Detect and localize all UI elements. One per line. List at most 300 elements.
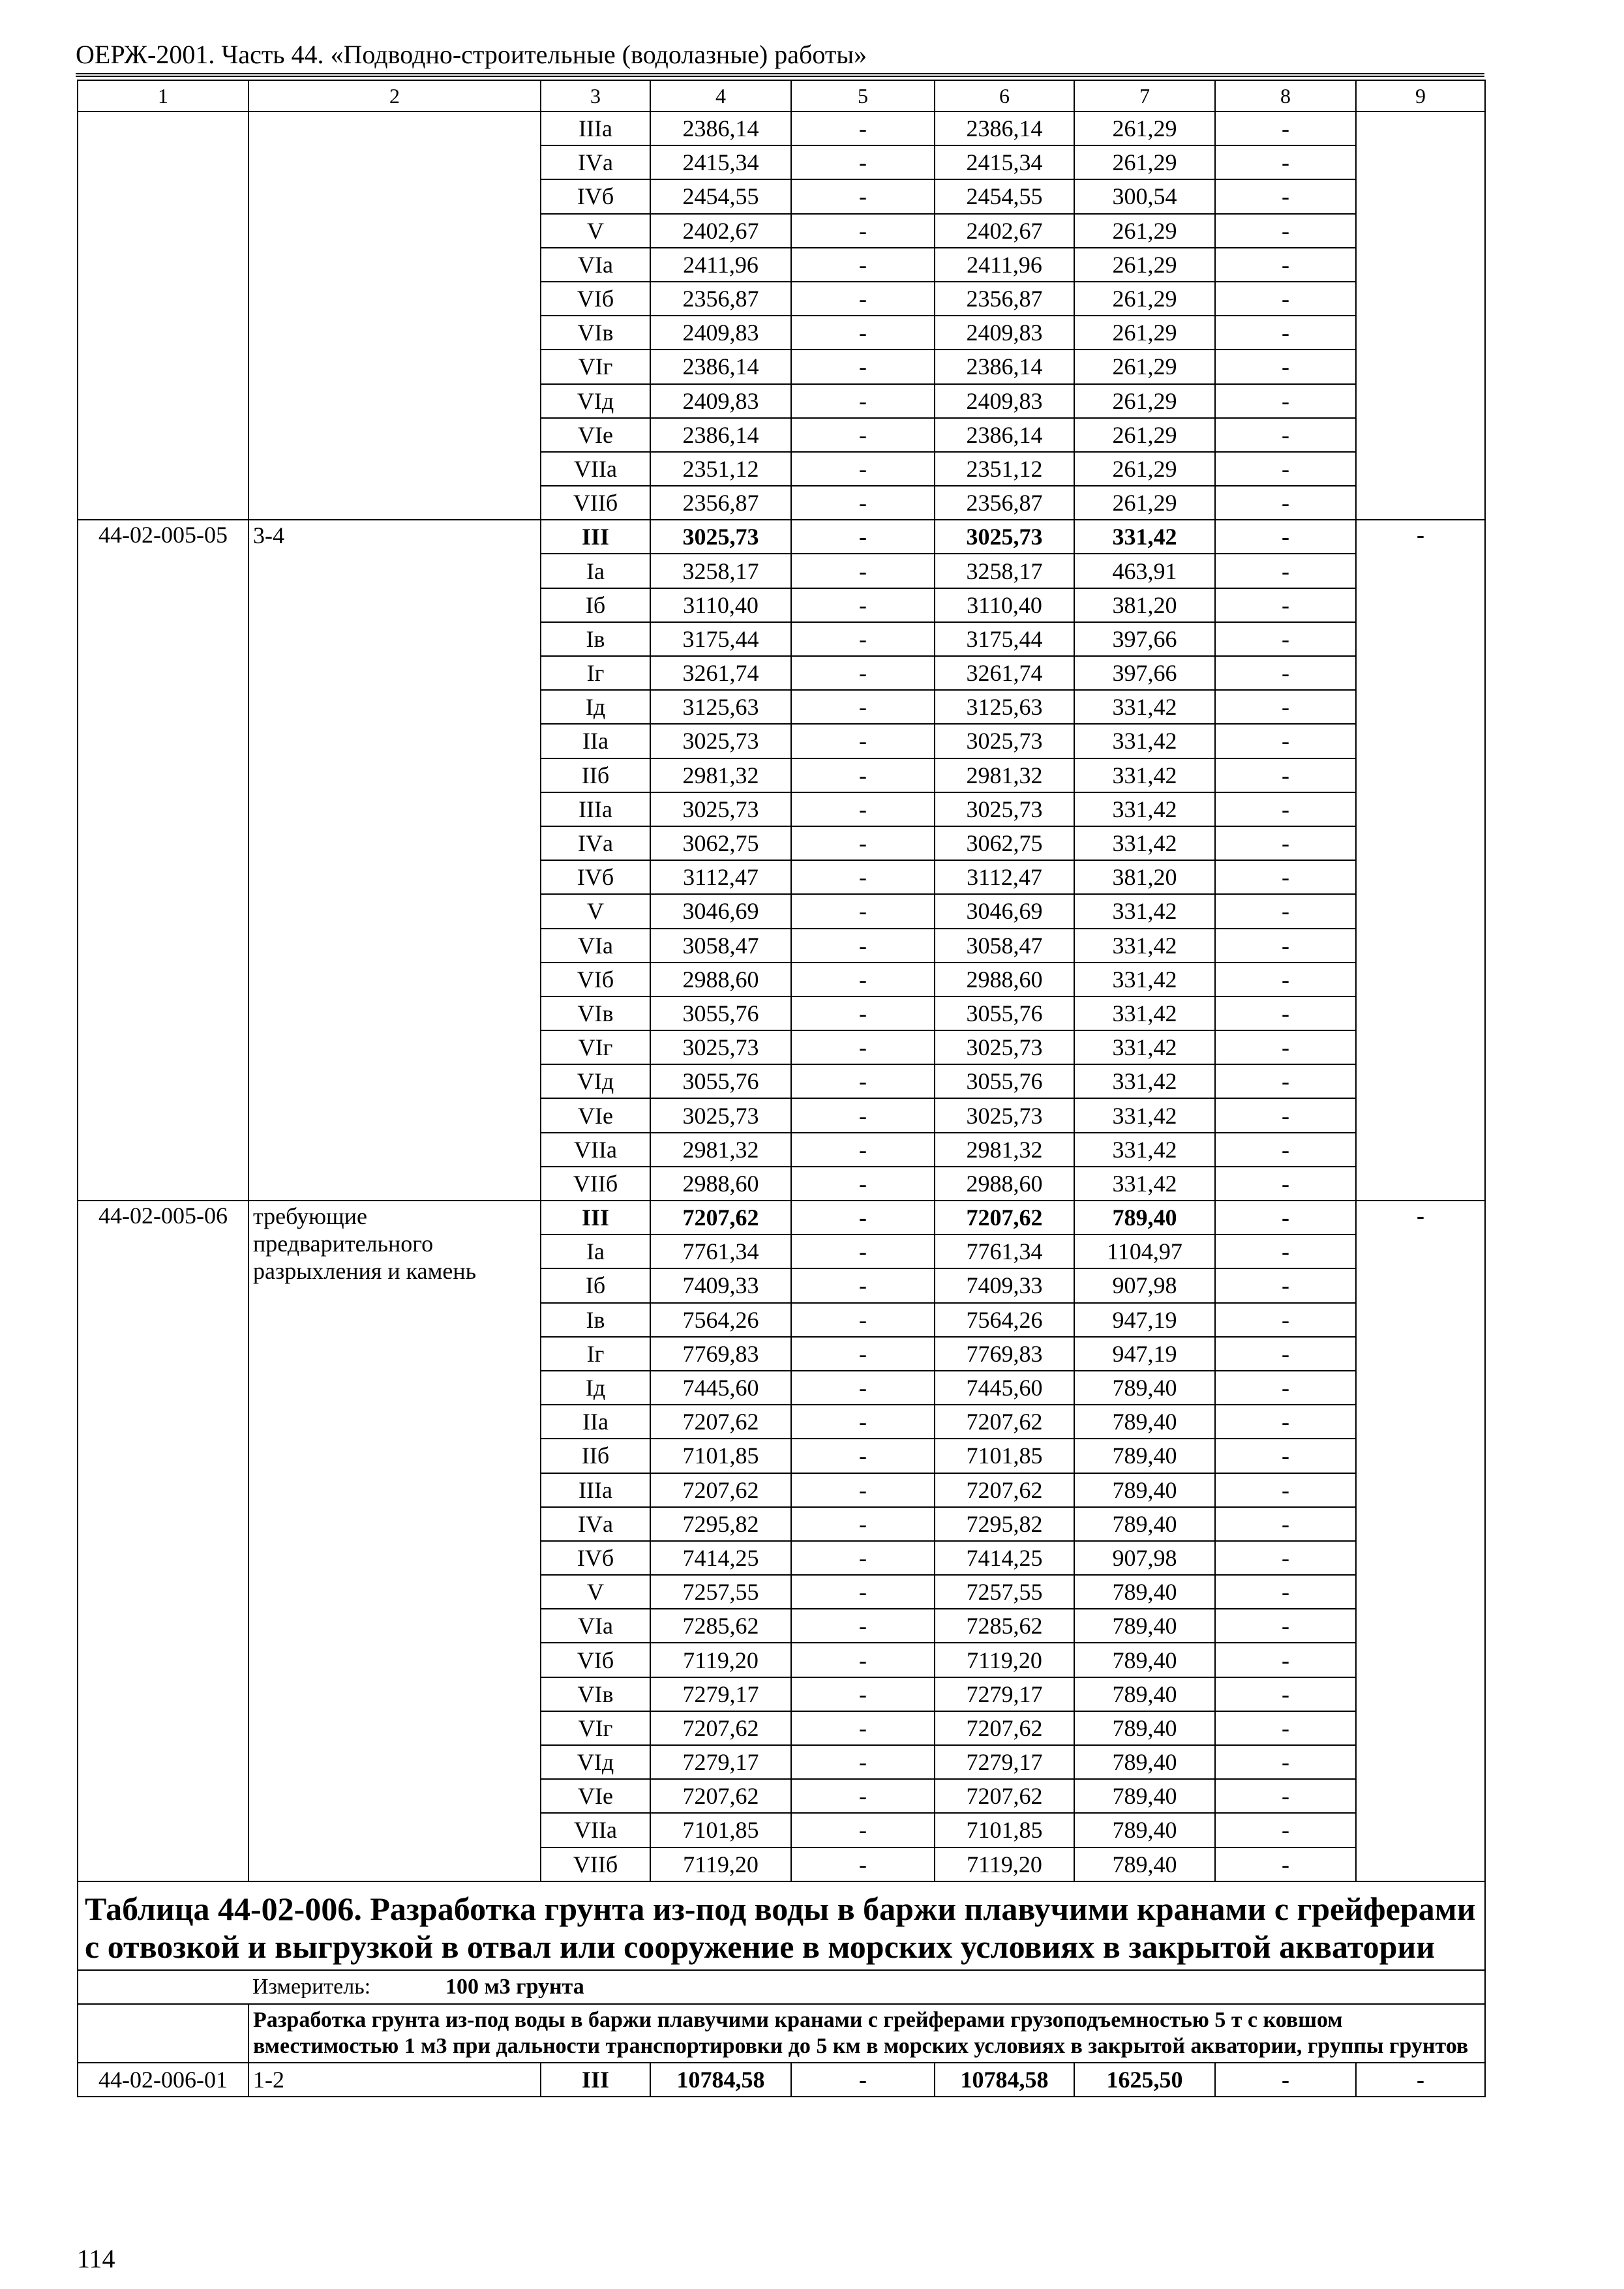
direct-cost-cell: 2351,12 xyxy=(650,452,791,486)
worker-wage-cell: - xyxy=(791,554,935,588)
machine-cost-cell: 2411,96 xyxy=(935,248,1074,282)
soil-group-cell: V xyxy=(541,1575,650,1609)
worker-wage-cell: - xyxy=(791,1234,935,1268)
section-description: Разработка грунта из-под воды в баржи плавучими кранами с грейферами грузоподъемностью 5 т с ковшом вместимостью 1 м3 при дальности транспортировки до 5 км в морских условиях в закрытой акватории, группы грунтов xyxy=(248,2004,1485,2063)
worker-wage-cell: - xyxy=(791,1030,935,1064)
direct-cost-cell: 2988,60 xyxy=(650,963,791,996)
materials-cell: - xyxy=(1215,554,1356,588)
operator-wage-cell: 789,40 xyxy=(1074,1711,1215,1745)
materials-cell: - xyxy=(1215,690,1356,724)
operator-wage-cell: 331,42 xyxy=(1074,1030,1215,1064)
direct-cost-cell: 7279,17 xyxy=(650,1745,791,1779)
materials-cell: - xyxy=(1215,1473,1356,1507)
unit-label: Измеритель: xyxy=(252,1974,371,1999)
soil-group-cell: VIIб xyxy=(541,1167,650,1201)
operator-wage-cell: 789,40 xyxy=(1074,1371,1215,1405)
direct-cost-cell: 3258,17 xyxy=(650,554,791,588)
direct-cost-cell: 2411,96 xyxy=(650,248,791,282)
operator-wage-cell: 789,40 xyxy=(1074,1779,1215,1813)
soil-group-cell: VIб xyxy=(541,963,650,996)
operator-wage-cell: 789,40 xyxy=(1074,1813,1215,1847)
operator-wage-cell: 331,42 xyxy=(1074,963,1215,996)
direct-cost-cell: 2409,83 xyxy=(650,384,791,418)
machine-cost-cell: 2988,60 xyxy=(935,1167,1074,1201)
materials-cell: - xyxy=(1215,452,1356,486)
materials-cell: - xyxy=(1215,1371,1356,1405)
worker-wage-cell: - xyxy=(791,656,935,690)
machine-cost-cell: 10784,58 xyxy=(935,2063,1074,2097)
direct-cost-cell: 3261,74 xyxy=(650,656,791,690)
operator-wage-cell: 789,40 xyxy=(1074,1201,1215,1234)
direct-cost-cell: 3058,47 xyxy=(650,929,791,963)
machine-cost-cell: 7207,62 xyxy=(935,1711,1074,1745)
direct-cost-cell: 2386,14 xyxy=(650,418,791,452)
materials-cell: - xyxy=(1215,214,1356,248)
soil-group-cell: IVб xyxy=(541,860,650,894)
soil-group-cell: VIе xyxy=(541,418,650,452)
worker-wage-cell: - xyxy=(791,588,935,622)
unit-cell xyxy=(248,1970,1485,2004)
worker-wage-cell: - xyxy=(791,1133,935,1167)
operator-wage-cell: 261,29 xyxy=(1074,282,1215,316)
machine-cost-cell: 7295,82 xyxy=(935,1507,1074,1541)
machine-cost-cell: 3046,69 xyxy=(935,894,1074,928)
machine-cost-cell: 3025,73 xyxy=(935,520,1074,554)
machine-cost-cell: 2351,12 xyxy=(935,452,1074,486)
operator-wage-cell: 397,66 xyxy=(1074,622,1215,656)
column-number: 1 xyxy=(78,80,248,112)
equipment-cell: - xyxy=(1356,520,1485,1201)
direct-cost-cell: 7564,26 xyxy=(650,1303,791,1337)
operator-wage-cell: 789,40 xyxy=(1074,1848,1215,1881)
materials-cell: - xyxy=(1215,1643,1356,1677)
machine-cost-cell: 2356,87 xyxy=(935,282,1074,316)
soil-group-cell: Iд xyxy=(541,1371,650,1405)
machine-cost-cell: 7564,26 xyxy=(935,1303,1074,1337)
soil-group-cell: III xyxy=(541,520,650,554)
soil-group-cell: IIб xyxy=(541,758,650,792)
operator-wage-cell: 261,29 xyxy=(1074,418,1215,452)
soil-group-cell: VIб xyxy=(541,1643,650,1677)
soil-group-cell: V xyxy=(541,894,650,928)
column-number: 4 xyxy=(650,80,791,112)
direct-cost-cell: 2386,14 xyxy=(650,350,791,383)
machine-cost-cell: 7119,20 xyxy=(935,1643,1074,1677)
operator-wage-cell: 789,40 xyxy=(1074,1507,1215,1541)
rates-table-body xyxy=(78,80,1485,2097)
page-number: 114 xyxy=(77,2244,115,2273)
worker-wage-cell: - xyxy=(791,860,935,894)
machine-cost-cell: 3025,73 xyxy=(935,1098,1074,1132)
direct-cost-cell: 3125,63 xyxy=(650,690,791,724)
soil-group-cell: VIIа xyxy=(541,1813,650,1847)
worker-wage-cell: - xyxy=(791,1473,935,1507)
machine-cost-cell: 2981,32 xyxy=(935,758,1074,792)
equipment-cell xyxy=(1356,112,1485,520)
machine-cost-cell: 3058,47 xyxy=(935,929,1074,963)
soil-group-cell: VIа xyxy=(541,929,650,963)
machine-cost-cell: 7207,62 xyxy=(935,1473,1074,1507)
materials-cell: - xyxy=(1215,1507,1356,1541)
soil-group-cell: IIIа xyxy=(541,792,650,826)
soil-group-cell: IIIа xyxy=(541,1473,650,1507)
column-number: 8 xyxy=(1215,80,1356,112)
materials-cell: - xyxy=(1215,826,1356,860)
soil-group-cell: Iа xyxy=(541,554,650,588)
soil-group-cell: Iб xyxy=(541,1268,650,1302)
machine-cost-cell: 3055,76 xyxy=(935,996,1074,1030)
worker-wage-cell: - xyxy=(791,452,935,486)
soil-group-cell: IVа xyxy=(541,145,650,179)
worker-wage-cell: - xyxy=(791,248,935,282)
column-number: 5 xyxy=(791,80,935,112)
direct-cost-cell: 7257,55 xyxy=(650,1575,791,1609)
machine-cost-cell: 7119,20 xyxy=(935,1848,1074,1881)
machine-cost-cell: 7761,34 xyxy=(935,1234,1074,1268)
worker-wage-cell: - xyxy=(791,486,935,520)
soil-group-cell: VIа xyxy=(541,1609,650,1643)
materials-cell: - xyxy=(1215,1064,1356,1098)
worker-wage-cell: - xyxy=(791,724,935,758)
machine-cost-cell: 7279,17 xyxy=(935,1745,1074,1779)
soil-group-cell: III xyxy=(541,2063,650,2097)
machine-cost-cell: 3175,44 xyxy=(935,622,1074,656)
column-number: 7 xyxy=(1074,80,1215,112)
operator-wage-cell: 331,42 xyxy=(1074,894,1215,928)
machine-cost-cell: 3258,17 xyxy=(935,554,1074,588)
worker-wage-cell: - xyxy=(791,1575,935,1609)
direct-cost-cell: 10784,58 xyxy=(650,2063,791,2097)
operator-wage-cell: 331,42 xyxy=(1074,996,1215,1030)
machine-cost-cell: 2981,32 xyxy=(935,1133,1074,1167)
worker-wage-cell: - xyxy=(791,1201,935,1234)
machine-cost-cell: 7207,62 xyxy=(935,1779,1074,1813)
direct-cost-cell: 7207,62 xyxy=(650,1779,791,1813)
description-cell: 1-2 xyxy=(248,2063,541,2097)
materials-cell: - xyxy=(1215,2063,1356,2097)
direct-cost-cell: 3025,73 xyxy=(650,520,791,554)
operator-wage-cell: 331,42 xyxy=(1074,1133,1215,1167)
materials-cell: - xyxy=(1215,1711,1356,1745)
soil-group-cell: Iа xyxy=(541,1234,650,1268)
worker-wage-cell: - xyxy=(791,418,935,452)
operator-wage-cell: 331,42 xyxy=(1074,792,1215,826)
operator-wage-cell: 789,40 xyxy=(1074,1745,1215,1779)
machine-cost-cell: 3125,63 xyxy=(935,690,1074,724)
section-description-row xyxy=(78,2004,1485,2063)
unit-row xyxy=(78,1970,1485,2004)
direct-cost-cell: 3055,76 xyxy=(650,996,791,1030)
description-cell: 3-4 xyxy=(248,520,541,1201)
direct-cost-cell: 2402,67 xyxy=(650,214,791,248)
machine-cost-cell: 7409,33 xyxy=(935,1268,1074,1302)
machine-cost-cell: 7207,62 xyxy=(935,1405,1074,1439)
operator-wage-cell: 331,42 xyxy=(1074,826,1215,860)
direct-cost-cell: 2454,55 xyxy=(650,179,791,213)
worker-wage-cell: - xyxy=(791,1711,935,1745)
operator-wage-cell: 789,40 xyxy=(1074,1473,1215,1507)
operator-wage-cell: 331,42 xyxy=(1074,929,1215,963)
direct-cost-cell: 3025,73 xyxy=(650,1098,791,1132)
direct-cost-cell: 2356,87 xyxy=(650,486,791,520)
worker-wage-cell: - xyxy=(791,894,935,928)
code-cell: 44-02-005-06 xyxy=(78,1201,248,1881)
direct-cost-cell: 7119,20 xyxy=(650,1848,791,1881)
materials-cell: - xyxy=(1215,1268,1356,1302)
operator-wage-cell: 789,40 xyxy=(1074,1405,1215,1439)
table-row xyxy=(78,1201,1485,1234)
soil-group-cell: VIв xyxy=(541,996,650,1030)
materials-cell: - xyxy=(1215,1167,1356,1201)
code-cell xyxy=(78,2004,248,2063)
worker-wage-cell: - xyxy=(791,1643,935,1677)
direct-cost-cell: 7101,85 xyxy=(650,1813,791,1847)
operator-wage-cell: 789,40 xyxy=(1074,1643,1215,1677)
worker-wage-cell: - xyxy=(791,1371,935,1405)
materials-cell: - xyxy=(1215,1541,1356,1575)
direct-cost-cell: 2356,87 xyxy=(650,282,791,316)
worker-wage-cell: - xyxy=(791,1439,935,1473)
operator-wage-cell: 789,40 xyxy=(1074,1575,1215,1609)
operator-wage-cell: 381,20 xyxy=(1074,860,1215,894)
operator-wage-cell: 331,42 xyxy=(1074,724,1215,758)
soil-group-cell: IVа xyxy=(541,826,650,860)
materials-cell: - xyxy=(1215,1813,1356,1847)
operator-wage-cell: 261,29 xyxy=(1074,248,1215,282)
machine-cost-cell: 3025,73 xyxy=(935,792,1074,826)
worker-wage-cell: - xyxy=(791,145,935,179)
column-number: 6 xyxy=(935,80,1074,112)
machine-cost-cell: 2402,67 xyxy=(935,214,1074,248)
materials-cell: - xyxy=(1215,1405,1356,1439)
operator-wage-cell: 261,29 xyxy=(1074,384,1215,418)
machine-cost-cell: 7769,83 xyxy=(935,1337,1074,1371)
direct-cost-cell: 3025,73 xyxy=(650,792,791,826)
materials-cell: - xyxy=(1215,1745,1356,1779)
materials-cell: - xyxy=(1215,1234,1356,1268)
materials-cell: - xyxy=(1215,1609,1356,1643)
direct-cost-cell: 7207,62 xyxy=(650,1711,791,1745)
soil-group-cell: VIв xyxy=(541,1677,650,1711)
machine-cost-cell: 7279,17 xyxy=(935,1677,1074,1711)
direct-cost-cell: 2409,83 xyxy=(650,316,791,350)
worker-wage-cell: - xyxy=(791,1268,935,1302)
machine-cost-cell: 2454,55 xyxy=(935,179,1074,213)
soil-group-cell: VIг xyxy=(541,350,650,383)
worker-wage-cell: - xyxy=(791,690,935,724)
materials-cell: - xyxy=(1215,1303,1356,1337)
soil-group-cell: IVа xyxy=(541,1507,650,1541)
direct-cost-cell: 3175,44 xyxy=(650,622,791,656)
materials-cell: - xyxy=(1215,1439,1356,1473)
machine-cost-cell: 3025,73 xyxy=(935,1030,1074,1064)
direct-cost-cell: 7414,25 xyxy=(650,1541,791,1575)
soil-group-cell: IVб xyxy=(541,179,650,213)
column-number: 2 xyxy=(248,80,541,112)
page-header: ОЕРЖ-2001. Часть 44. «Подводно-строительные (водолазные) работы» xyxy=(76,39,1484,74)
materials-cell: - xyxy=(1215,248,1356,282)
materials-cell: - xyxy=(1215,1098,1356,1132)
operator-wage-cell: 261,29 xyxy=(1074,145,1215,179)
direct-cost-cell: 7207,62 xyxy=(650,1405,791,1439)
operator-wage-cell: 789,40 xyxy=(1074,1439,1215,1473)
rates-table xyxy=(77,80,1486,2097)
machine-cost-cell: 2415,34 xyxy=(935,145,1074,179)
worker-wage-cell: - xyxy=(791,384,935,418)
operator-wage-cell: 907,98 xyxy=(1074,1268,1215,1302)
operator-wage-cell: 331,42 xyxy=(1074,758,1215,792)
soil-group-cell: VIIб xyxy=(541,1848,650,1881)
materials-cell: - xyxy=(1215,282,1356,316)
table-row xyxy=(78,520,1485,554)
operator-wage-cell: 397,66 xyxy=(1074,656,1215,690)
worker-wage-cell: - xyxy=(791,350,935,383)
worker-wage-cell: - xyxy=(791,520,935,554)
materials-cell: - xyxy=(1215,179,1356,213)
materials-cell: - xyxy=(1215,963,1356,996)
machine-cost-cell: 2409,83 xyxy=(935,384,1074,418)
table-title: Таблица 44-02-006. Разработка грунта из-под воды в баржи плавучими кранами с грейферами с отвозкой и выгрузкой в отвал или сооружение в морских условиях в закрытой акватории xyxy=(78,1881,1485,1970)
operator-wage-cell: 331,42 xyxy=(1074,1064,1215,1098)
unit-value: 100 м3 грунта xyxy=(445,1974,584,1999)
operator-wage-cell: 907,98 xyxy=(1074,1541,1215,1575)
equipment-cell: - xyxy=(1356,1201,1485,1881)
direct-cost-cell: 7769,83 xyxy=(650,1337,791,1371)
direct-cost-cell: 2386,14 xyxy=(650,112,791,145)
worker-wage-cell: - xyxy=(791,1745,935,1779)
worker-wage-cell: - xyxy=(791,1507,935,1541)
code-cell: 44-02-006-01 xyxy=(78,2063,248,2097)
operator-wage-cell: 331,42 xyxy=(1074,1098,1215,1132)
machine-cost-cell: 7101,85 xyxy=(935,1439,1074,1473)
soil-group-cell: VIд xyxy=(541,384,650,418)
direct-cost-cell: 2415,34 xyxy=(650,145,791,179)
header-rule xyxy=(76,76,1484,77)
operator-wage-cell: 331,42 xyxy=(1074,1167,1215,1201)
machine-cost-cell: 3261,74 xyxy=(935,656,1074,690)
worker-wage-cell: - xyxy=(791,1405,935,1439)
worker-wage-cell: - xyxy=(791,1098,935,1132)
worker-wage-cell: - xyxy=(791,758,935,792)
worker-wage-cell: - xyxy=(791,1303,935,1337)
soil-group-cell: VIв xyxy=(541,316,650,350)
materials-cell: - xyxy=(1215,1677,1356,1711)
column-number: 3 xyxy=(541,80,650,112)
worker-wage-cell: - xyxy=(791,112,935,145)
worker-wage-cell: - xyxy=(791,792,935,826)
operator-wage-cell: 261,29 xyxy=(1074,486,1215,520)
equipment-cell: - xyxy=(1356,2063,1485,2097)
direct-cost-cell: 7279,17 xyxy=(650,1677,791,1711)
materials-cell: - xyxy=(1215,860,1356,894)
machine-cost-cell: 3112,47 xyxy=(935,860,1074,894)
operator-wage-cell: 463,91 xyxy=(1074,554,1215,588)
worker-wage-cell: - xyxy=(791,996,935,1030)
machine-cost-cell: 2988,60 xyxy=(935,963,1074,996)
materials-cell: - xyxy=(1215,1030,1356,1064)
soil-group-cell: VIIб xyxy=(541,486,650,520)
materials-cell: - xyxy=(1215,350,1356,383)
direct-cost-cell: 3112,47 xyxy=(650,860,791,894)
soil-group-cell: Iв xyxy=(541,1303,650,1337)
soil-group-cell: Iв xyxy=(541,622,650,656)
worker-wage-cell: - xyxy=(791,2063,935,2097)
soil-group-cell: VIIа xyxy=(541,452,650,486)
soil-group-cell: VIIа xyxy=(541,1133,650,1167)
worker-wage-cell: - xyxy=(791,179,935,213)
materials-cell: - xyxy=(1215,520,1356,554)
direct-cost-cell: 7207,62 xyxy=(650,1201,791,1234)
unit-spacer xyxy=(78,1970,248,2004)
direct-cost-cell: 2988,60 xyxy=(650,1167,791,1201)
materials-cell: - xyxy=(1215,622,1356,656)
soil-group-cell: VIд xyxy=(541,1064,650,1098)
soil-group-cell: VIд xyxy=(541,1745,650,1779)
materials-cell: - xyxy=(1215,384,1356,418)
soil-group-cell: IIб xyxy=(541,1439,650,1473)
soil-group-cell: IIа xyxy=(541,724,650,758)
operator-wage-cell: 261,29 xyxy=(1074,316,1215,350)
machine-cost-cell: 7285,62 xyxy=(935,1609,1074,1643)
materials-cell: - xyxy=(1215,656,1356,690)
operator-wage-cell: 1104,97 xyxy=(1074,1234,1215,1268)
table-row xyxy=(78,2063,1485,2097)
worker-wage-cell: - xyxy=(791,1167,935,1201)
direct-cost-cell: 2981,32 xyxy=(650,758,791,792)
soil-group-cell: III xyxy=(541,1201,650,1234)
materials-cell: - xyxy=(1215,316,1356,350)
soil-group-cell: Iд xyxy=(541,690,650,724)
operator-wage-cell: 300,54 xyxy=(1074,179,1215,213)
direct-cost-cell: 7295,82 xyxy=(650,1507,791,1541)
machine-cost-cell: 3055,76 xyxy=(935,1064,1074,1098)
materials-cell: - xyxy=(1215,1337,1356,1371)
direct-cost-cell: 3025,73 xyxy=(650,1030,791,1064)
worker-wage-cell: - xyxy=(791,1813,935,1847)
soil-group-cell: IIа xyxy=(541,1405,650,1439)
worker-wage-cell: - xyxy=(791,1541,935,1575)
materials-cell: - xyxy=(1215,1575,1356,1609)
machine-cost-cell: 7101,85 xyxy=(935,1813,1074,1847)
soil-group-cell: VIа xyxy=(541,248,650,282)
direct-cost-cell: 3025,73 xyxy=(650,724,791,758)
direct-cost-cell: 3062,75 xyxy=(650,826,791,860)
worker-wage-cell: - xyxy=(791,929,935,963)
worker-wage-cell: - xyxy=(791,1848,935,1881)
direct-cost-cell: 2981,32 xyxy=(650,1133,791,1167)
operator-wage-cell: 947,19 xyxy=(1074,1303,1215,1337)
materials-cell: - xyxy=(1215,1779,1356,1813)
operator-wage-cell: 789,40 xyxy=(1074,1609,1215,1643)
operator-wage-cell: 261,29 xyxy=(1074,214,1215,248)
direct-cost-cell: 3110,40 xyxy=(650,588,791,622)
machine-cost-cell: 7414,25 xyxy=(935,1541,1074,1575)
description-cell: требующие предварительного разрыхления и камень xyxy=(248,1201,541,1881)
table-row xyxy=(78,112,1485,145)
worker-wage-cell: - xyxy=(791,1337,935,1371)
materials-cell: - xyxy=(1215,486,1356,520)
materials-cell: - xyxy=(1215,894,1356,928)
direct-cost-cell: 3046,69 xyxy=(650,894,791,928)
materials-cell: - xyxy=(1215,758,1356,792)
soil-group-cell: VIг xyxy=(541,1711,650,1745)
code-cell: 44-02-005-05 xyxy=(78,520,248,1201)
machine-cost-cell: 7207,62 xyxy=(935,1201,1074,1234)
worker-wage-cell: - xyxy=(791,1677,935,1711)
worker-wage-cell: - xyxy=(791,214,935,248)
soil-group-cell: VIе xyxy=(541,1779,650,1813)
materials-cell: - xyxy=(1215,418,1356,452)
